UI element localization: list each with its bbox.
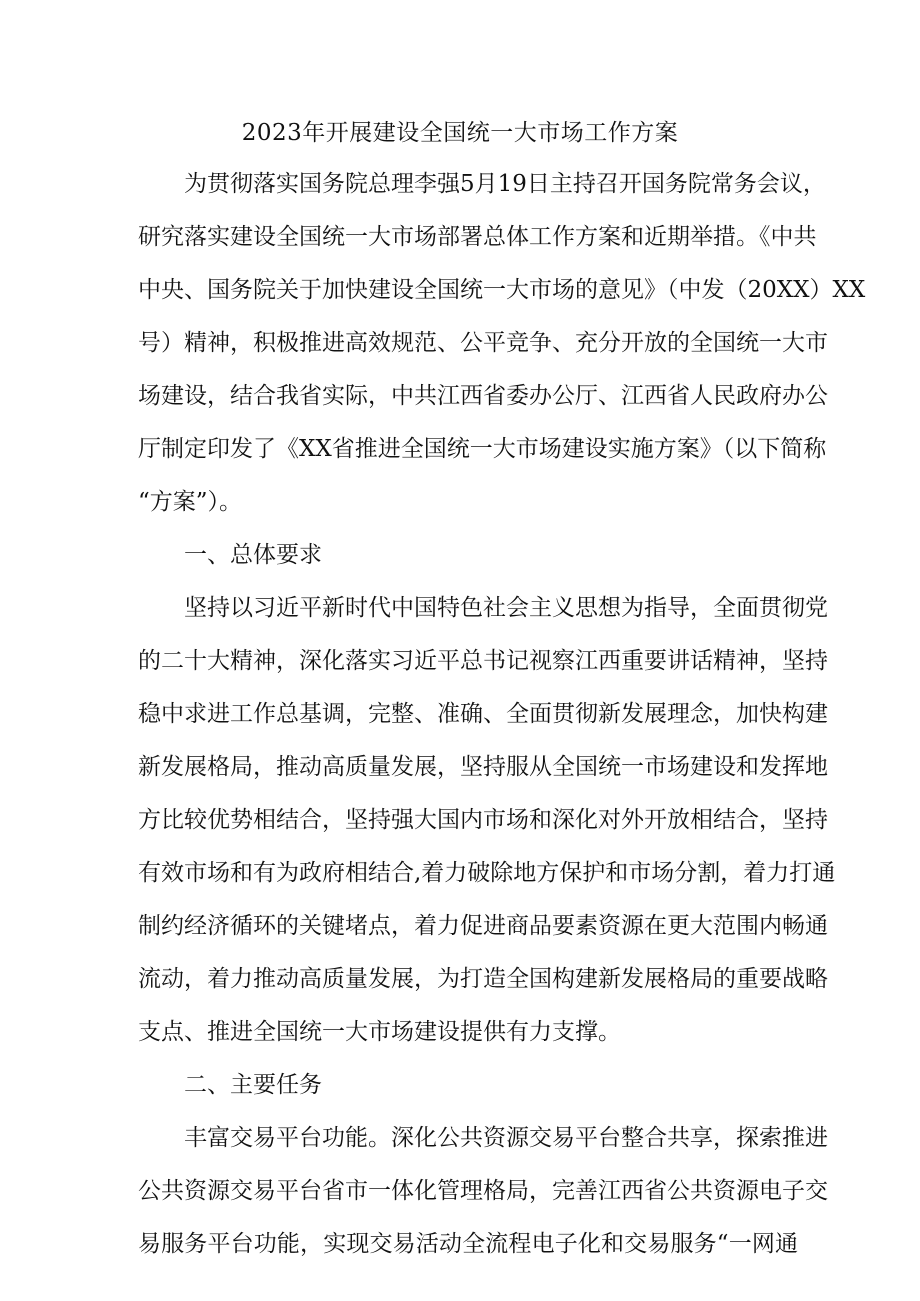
paragraph-line: 坚持以习近平新时代中国特色社会主义思想为指导，全面贯彻党: [184, 595, 828, 621]
paragraph-line: 新发展格局，推动高质量发展，坚持服从全国统一市场建设和发挥地: [138, 754, 828, 780]
paragraph-line: “方案”）。: [138, 489, 243, 515]
paragraph-line: 场建设，结合我省实际，中共江西省委办公厅、江西省人民政府办公: [138, 383, 828, 409]
paragraph-line: 易服务平台功能，实现交易活动全流程电子化和交易服务“一网通: [138, 1231, 798, 1257]
paragraph-line: 为贯彻落实国务院总理李强5月19日主持召开国务院常务会议，: [184, 171, 826, 197]
paragraph-line: 研究落实建设全国统一大市场部署总体工作方案和近期举措。《中共: [138, 224, 817, 250]
paragraph-line: 制约经济循环的关键堵点，着力促进商品要素资源在更大范围内畅通: [138, 913, 828, 939]
paragraph-line: 的二十大精神，深化落实习近平总书记视察江西重要讲话精神，坚持: [138, 648, 828, 674]
section-heading: 一、总体要求: [184, 542, 322, 568]
document-title: 2023年开展建设全国统一大市场工作方案: [241, 120, 679, 146]
paragraph-line: 方比较优势相结合，坚持强大国内市场和深化对外开放相结合，坚持: [138, 807, 828, 833]
paragraph-line: 厅制定印发了《XX省推进全国统一大市场建设实施方案》（以下简称: [138, 436, 827, 462]
paragraph-line: 流动，着力推动高质量发展，为打造全国构建新发展格局的重要战略: [138, 966, 828, 992]
paragraph-line: 稳中求进工作总基调，完整、准确、全面贯彻新发展理念，加快构建: [138, 701, 828, 727]
paragraph-line: 支点、推进全国统一大市场建设提供有力支撑。: [138, 1019, 621, 1045]
paragraph-line: 号）精神，积极推进高效规范、公平竞争、充分开放的全国统一大市: [138, 330, 828, 356]
paragraph-line: 公共资源交易平台省市一体化管理格局，完善江西省公共资源电子交: [138, 1178, 828, 1204]
paragraph-line: 有效市场和有为政府相结合,着力破除地方保护和市场分割，着力打通: [138, 860, 836, 886]
paragraph-line: 中央、国务院关于加快建设全国统一大市场的意见》（中发（20XX）XX: [138, 277, 866, 303]
section-heading: 二、主要任务: [184, 1072, 322, 1098]
paragraph-line: 丰富交易平台功能。深化公共资源交易平台整合共享，探索推进: [184, 1125, 828, 1151]
